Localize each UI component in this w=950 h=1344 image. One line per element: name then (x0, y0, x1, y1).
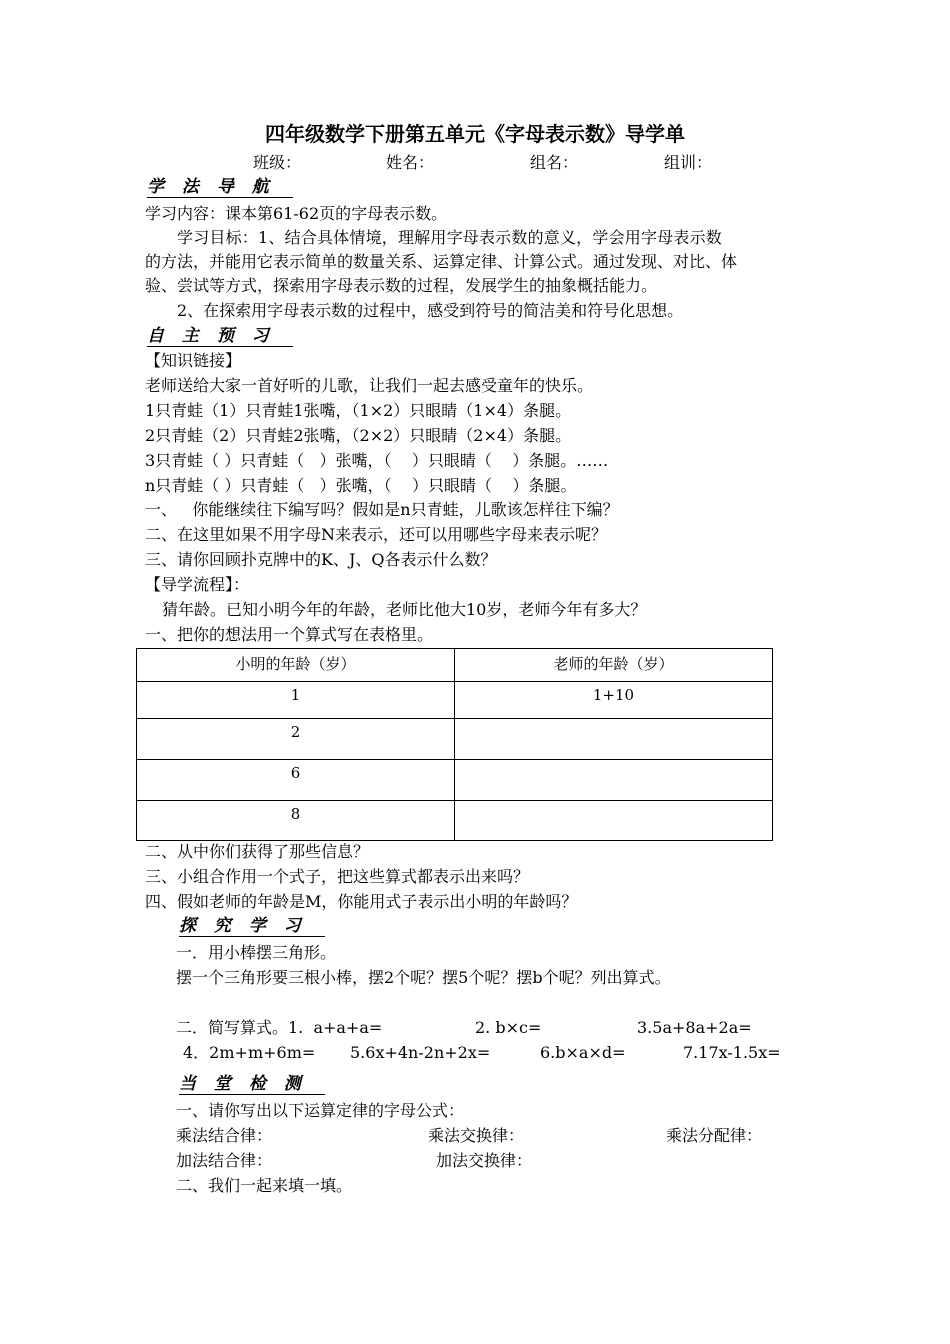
learning-goal-2: 2、在探索用字母表示数的过程中，感受到符号的简洁美和符号化思想。 (177, 301, 684, 320)
preview-question-1: 一、 你能继续往下编写吗？假如是n只青蛙，儿歌该怎样往下编？ (145, 500, 619, 519)
learning-goal-line-2: 的方法，并能用它表示简单的数量关系、运算定律、计算公式。通过发现、对比、体 (145, 252, 738, 271)
age-table (136, 648, 773, 841)
group-field-label: 组名： (530, 153, 579, 172)
explore-item-1: 一．用小棒摆三角形。 (176, 943, 337, 962)
table-cell (455, 760, 773, 801)
add-comm-label: 加法交换律： (436, 1151, 533, 1170)
expression-7: 7.17x-1.5x= (683, 1043, 781, 1062)
table-cell (455, 719, 773, 760)
table-header-teacher: 老师的年龄（岁） (455, 649, 773, 682)
section-heading-guide: 学 法 导 航 (147, 177, 293, 198)
learning-goal-line-1: 学习目标：1、结合具体情境，理解用字母表示数的意义，学会用字母表示数 (177, 228, 722, 247)
test-question-1: 一、请你写出以下运算定律的字母公式： (176, 1101, 465, 1120)
test-question-2: 二、我们一起来填一填。 (176, 1176, 353, 1195)
learning-content: 学习内容：课本第61-62页的字母表示数。 (145, 204, 448, 223)
name-field-label: 姓名： (386, 153, 435, 172)
class-field-label: 班级： (253, 153, 302, 172)
after-table-question-3: 三、小组合作用一个式子，把这些算式都表示出来吗？ (145, 867, 530, 886)
table-cell: 1+10 (455, 682, 773, 719)
song-line-2: 2只青蛙（2）只青蛙2张嘴，（2×2）只眼睛（2×4）条腿。 (145, 426, 572, 445)
motto-field-label: 组训： (664, 153, 713, 172)
mul-comm-label: 乘法交换律： (428, 1126, 525, 1145)
expression-4: 4．2m+m+6m= (183, 1043, 316, 1062)
preview-question-3: 三、请你回顾扑克牌中的K、J、Q各表示什么数？ (145, 550, 497, 569)
song-line-n: n只青蛙（ ）只青蛙（ ）张嘴，（ ）只眼睛（ ）条腿。 (145, 476, 577, 495)
mul-dist-label: 乘法分配律： (666, 1126, 763, 1145)
expression-3: 3.5a+8a+2a= (637, 1018, 752, 1037)
expression-5: 5.6x+4n-2n+2x= (350, 1043, 491, 1062)
section-heading-test: 当 堂 检 测 (179, 1074, 325, 1095)
song-line-3: 3只青蛙（ ）只青蛙（ ）张嘴，（ ）只眼睛（ ）条腿。…… (145, 451, 609, 470)
table-cell: 8 (137, 801, 455, 841)
table-cell (455, 801, 773, 841)
song-line-1: 1只青蛙（1）只青蛙1张嘴，（1×2）只眼睛（1×4）条腿。 (145, 401, 572, 420)
table-row (137, 801, 773, 841)
table-cell: 1 (137, 682, 455, 719)
expression-6: 6.b×a×d= (540, 1043, 626, 1062)
song-intro: 老师送给大家一首好听的儿歌，让我们一起去感受童年的快乐。 (145, 376, 594, 395)
expression-2: 2. b×c= (475, 1018, 542, 1037)
knowledge-link-header: 【知识链接】 (145, 351, 242, 370)
learning-flow-header: 【导学流程】： (145, 575, 250, 594)
mul-assoc-label: 乘法结合律： (176, 1126, 273, 1145)
table-intro: 一、把你的想法用一个算式写在表格里。 (145, 625, 434, 644)
table-cell: 2 (137, 719, 455, 760)
table-row (137, 719, 773, 760)
table-header-xiaoming: 小明的年龄（岁） (137, 649, 455, 682)
page-title: 四年级数学下册第五单元《字母表示数》导学单 (265, 122, 685, 146)
section-heading-preview: 自 主 预 习 (147, 326, 293, 347)
after-table-question-2: 二、从中你们获得了那些信息？ (145, 842, 370, 861)
explore-item-1-detail: 摆一个三角形要三根小棒，摆2个呢？摆5个呢？摆b个呢？列出算式。 (176, 968, 671, 987)
table-cell: 6 (137, 760, 455, 801)
table-row (137, 760, 773, 801)
explore-item-2-label: 二．简写算式。1. a+a+a= (176, 1018, 383, 1037)
add-assoc-label: 加法结合律： (176, 1151, 273, 1170)
section-heading-explore: 探 究 学 习 (179, 916, 325, 937)
preview-question-2: 二、在这里如果不用字母N来表示，还可以用哪些字母来表示呢？ (145, 525, 608, 544)
learning-goal-line-3: 验、尝试等方式，探索用字母表示数的过程，发展学生的抽象概括能力。 (145, 276, 658, 295)
after-table-question-4: 四、假如老师的年龄是M，你能用式子表示出小明的年龄吗？ (145, 892, 578, 911)
age-question: 猜年龄。已知小明今年的年龄，老师比他大10岁，老师今年有多大？ (162, 600, 647, 619)
table-row (137, 682, 773, 719)
